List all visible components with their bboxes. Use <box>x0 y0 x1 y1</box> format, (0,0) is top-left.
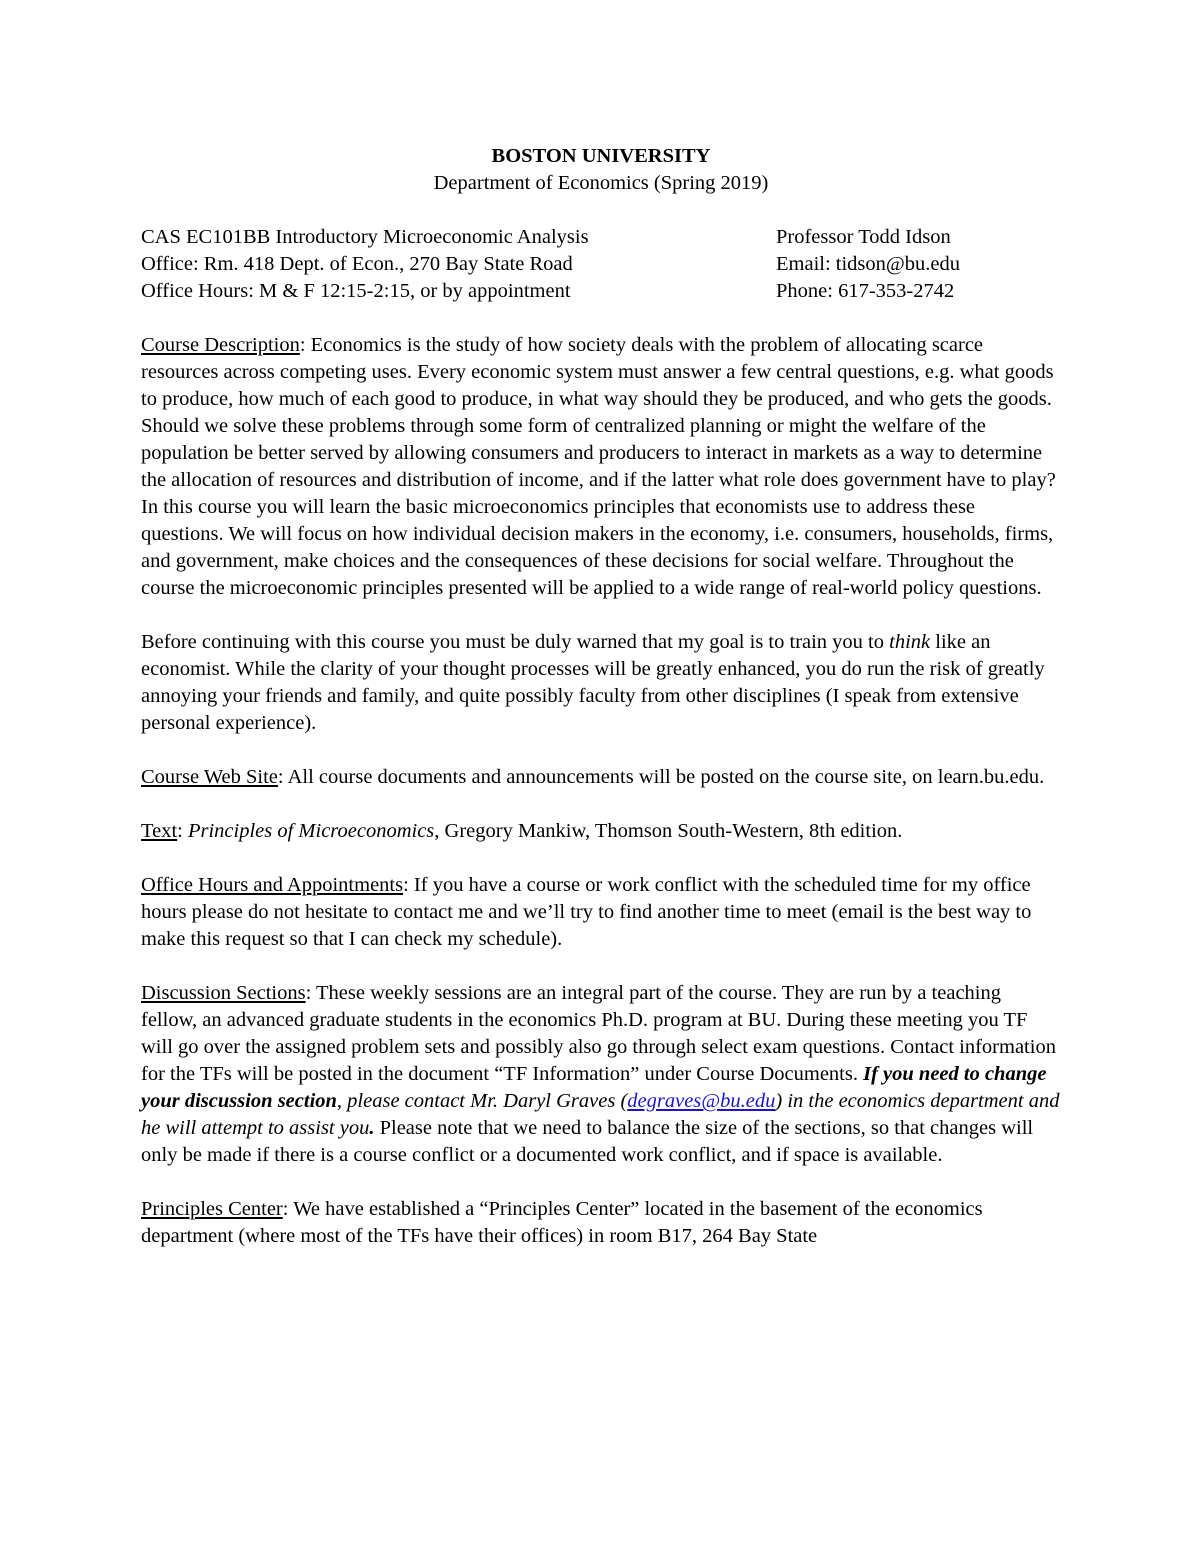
course-title: CAS EC101BB Introductory Microeconomic Analysis <box>141 226 589 248</box>
web-site-section <box>141 764 1061 791</box>
university-title: BOSTON UNIVERSITY <box>491 145 711 167</box>
office-location: Office: Rm. 418 Dept. of Econ., 270 Bay State Road <box>141 253 573 275</box>
course-description-heading: Course Description <box>141 334 300 356</box>
text-heading: Text <box>141 820 178 842</box>
warning-emphasis: think <box>889 631 931 653</box>
document-content <box>141 143 1061 1250</box>
professor-name: Professor Todd Idson <box>776 226 951 248</box>
department-subtitle: Department of Economics (Spring 2019) <box>433 172 769 194</box>
degraves-email-link[interactable]: degraves@bu.edu <box>627 1090 776 1112</box>
office-hours-heading: Office Hours and Appointments <box>141 874 404 896</box>
course-info-right <box>776 224 960 305</box>
office-hours-body: : If you have a course or work conflict with the scheduled time for my office hours please do not hesitate to contact me and we’ll try to find another time to meet (email is the best way to make this request so that I can check my schedule). <box>141 874 1032 950</box>
text-colon: : <box>177 820 188 842</box>
course-description-section <box>141 332 1061 602</box>
discussion-heading: Discussion Sections <box>141 982 306 1004</box>
office-hours-line: Office Hours: M & F 12:15-2:15, or by appointment <box>141 280 571 302</box>
warning-text-before: Before continuing with this course you must be duly warned that my goal is to train you to <box>141 631 890 653</box>
discussion-section <box>141 980 1061 1169</box>
office-hours-section <box>141 872 1061 953</box>
web-site-heading: Course Web Site <box>141 766 278 788</box>
principles-center-heading: Principles Center <box>141 1198 283 1220</box>
course-info-header <box>141 224 1061 305</box>
text-section <box>141 818 1061 845</box>
warning-text-after: like an economist. While the clarity of your thought processes will be greatly enhanced, you do run the risk of greatly annoying your friends and family, and quite possibly faculty from other disciplines (I speak from extensive personal experience). <box>141 631 1045 734</box>
textbook-title: Principles of Microeconomics <box>187 820 435 842</box>
professor-email: Email: tidson@bu.edu <box>776 253 960 275</box>
course-description-body: : Economics is the study of how society deals with the problem of allocating scarce resources across competing uses. Every economic system must answer a few central questions, e.g. what goods to produce, how much of each good to produce, in what way should they be produced, and who gets the goods. Should we solve these problems through some form of centralized planning or might the welfare of the population be better served by allowing consumers and producers to interact in markets as a way to determine the allocation of resources and distribution of income, and if the latter what role does government have to play? In this course you will learn the basic microeconomics principles that economists use to address these questions. We will focus on how individual decision makers in the economy, i.e. consumers, households, firms, and government, make choices and the consequences of these decisions for social welfare. Throughout the course the microeconomic principles presented will be applied to a wide range of real-world policy questions. <box>141 334 1056 599</box>
discussion-change-notice: If you need to change your discussion section <box>141 1063 1047 1112</box>
web-site-body: : All course documents and announcements will be posted on the course site, on learn.bu.edu. <box>277 766 1045 788</box>
warning-section <box>141 629 1061 737</box>
discussion-body: : These weekly sessions are an integral part of the course. They are run by a teaching fellow, an advanced graduate students in the economics Ph.D. program at BU. During these meeting you TF will go over the assigned problem sets and possibly also go through select exam questions. Contact information for the TFs will be posted in the document “TF Information” under Course Documents. <box>141 982 1056 1085</box>
principles-center-section <box>141 1196 1061 1250</box>
principles-center-body: : We have established a “Principles Center” located in the basement of the economics department (where most of the TFs have their offices) in room B17, 264 Bay State <box>141 1198 983 1247</box>
discussion-contact-text: , please contact Mr. Daryl Graves ( <box>336 1090 628 1112</box>
discussion-contact-period: . <box>369 1117 375 1139</box>
textbook-details: , Gregory Mankiw, Thomson South-Western, 8th edition. <box>434 820 903 842</box>
discussion-contact-text-2: ) in the economics department and he will attempt to assist you <box>141 1090 1060 1139</box>
course-info-left <box>141 224 776 305</box>
discussion-rest: Please note that we need to balance the size of the sections, so that changes will only be made if there is a course conflict or a documented work conflict, and if space is available. <box>141 1117 1034 1166</box>
professor-phone: Phone: 617-353-2742 <box>776 280 955 302</box>
